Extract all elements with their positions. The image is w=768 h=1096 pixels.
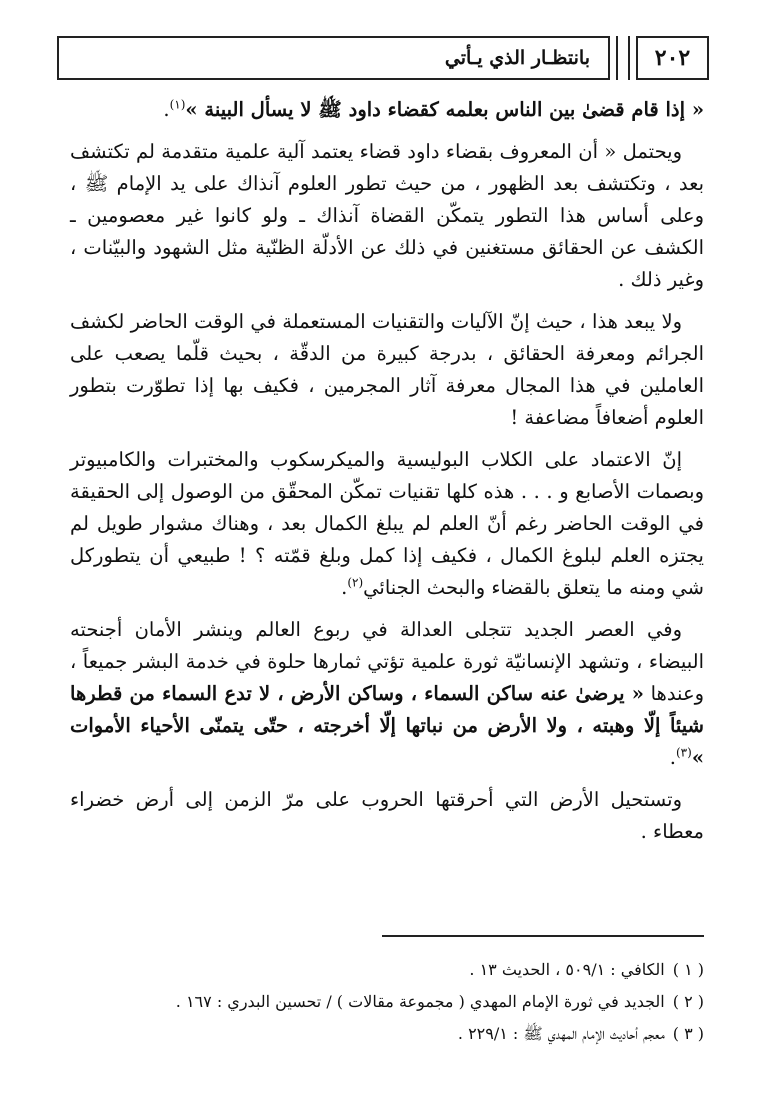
footnote-item <box>70 954 704 986</box>
quote-text: « إذا قام قضىٰ بين الناس بعلمه كقضاء داود ﷺ لا يسأل البينة » <box>185 98 704 121</box>
footnote-item <box>70 1018 704 1050</box>
paragraph-3-tail: . <box>341 576 348 599</box>
header-divider <box>616 36 630 80</box>
footnote-item <box>70 986 704 1018</box>
footnote-number: ( ٣ ) <box>672 1024 704 1043</box>
footnote-ref-1: (١) <box>169 97 186 112</box>
paragraph-3 <box>70 444 704 604</box>
paragraph-4-quote: « يرضىٰ عنه ساكن السماء ، وساكن الأرض ، لا تدع السماء من قطرها شيئاً إلّا وهبته ، ولا الأرض من نباتها إلّا أخرجته ، حتّى يتمنّى الأحياء الأموات » <box>70 682 704 769</box>
footnote-text: الكافي : ٥٠٩/١ ، الحديث ١٣ . <box>469 960 665 979</box>
paragraph-1: ويحتمل « أن المعروف بقضاء داود قضاء يعتمد آلية علمية متقدمة لم تكتشف بعد ، وتكتشف بعد الظهور ، من حيث تطور العلوم آنذاك على يد الإمام ﷺ ، وعلى أساس هذا التطور يتمكّن القضاة آنذاك ـ ولو كانوا غير معصومين ـ الكشف عن الحقائق مستغنين في ذلك عن الأدلّة الظنّية مثل الشهود والبيّنات ، وغير ذلك . <box>70 140 704 291</box>
running-title: بانتظـار الذي يـأتي <box>444 47 590 69</box>
paragraph-4-lead: وفي العصر الجديد تتجلى العدالة في ربوع العالم وينشر الأمان أجنحته البيضاء ، وتشهد الإنسانيّة ثورة علمية تؤتي ثمارها حلوة في خدمة البشر جميعاً ، وعندها <box>70 618 704 705</box>
quote-tail: . <box>163 98 170 121</box>
footnote-ref-3: (٣) <box>675 745 692 760</box>
page-number: ٢٠٢ <box>636 36 709 80</box>
paragraph-5: وتستحيل الأرض التي أحرقتها الحروب على مرّ الزمن إلى أرض خضراء معطاء . <box>70 788 704 843</box>
paragraph-4-tail: . <box>669 746 676 769</box>
page-body <box>70 94 704 858</box>
paragraph-4 <box>70 614 704 774</box>
footnote-separator <box>382 935 704 937</box>
footnote-ref-2: (٢) <box>347 575 364 590</box>
running-title-box <box>57 36 610 80</box>
paragraph-3-text: إنّ الاعتماد على الكلاب البوليسية والميكرسكوب والمختبرات والكامبيوتر وبصمات الأصابع و . . . هذه كلها تقنيات تمكّن المحقّق من الوصول إلى الحقيقة في الوقت الحاضر رغم أنّ العلم لم يبلغ الكمال بعد ، وهناك مشوار طويل لم يجتزه العلم لبلوغ الكمال ، فكيف إذا كمل وبلغ قمّته ؟ ! طبيعي أن يتطوركل شي ومنه ما يتعلق بالقضاء والبحث الجنائي <box>70 448 704 599</box>
footnote-text: الجديد في ثورة الإمام المهدي ( مجموعة مقالات ) / تحسين البدري : ١٦٧ . <box>175 992 665 1011</box>
footnote-number: ( ٢ ) <box>672 992 704 1011</box>
footnote-number: ( ١ ) <box>672 960 704 979</box>
footnotes <box>70 954 704 1050</box>
footnote-text: معجم أحاديث الإمام المهدي ﷺ : ٢٢٩/١ . <box>457 1024 665 1043</box>
paragraph-2: ولا يبعد هذا ، حيث إنّ الآليات والتقنيات المستعملة في الوقت الحاضر لكشف الجرائم ومعرفة الحقائق ، بدرجة كبيرة من الدقّة ، بحيث قلّما يصعب على العاملين في هذا المجال معرفة آثار المجرمين ، فكيف بها إذا تطوّرت بتطور العلوم أضعافاً مضاعفة ! <box>70 310 704 429</box>
page-header <box>57 36 709 82</box>
opening-quote <box>70 94 704 126</box>
